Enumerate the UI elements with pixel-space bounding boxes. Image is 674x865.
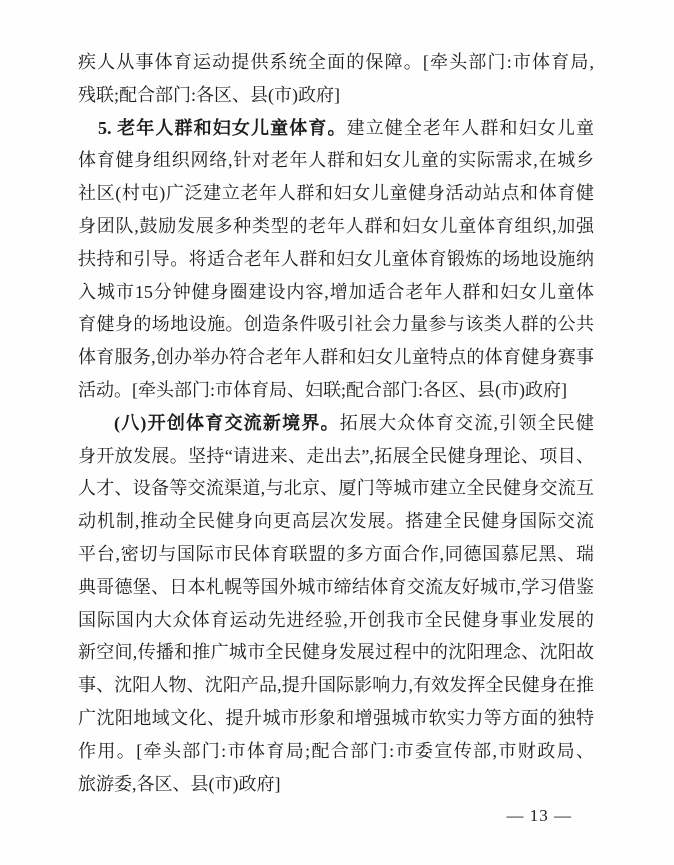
text-line bbox=[78, 210, 594, 243]
text-line bbox=[78, 276, 594, 309]
text-segment: 残联;配合部门:各区、县(市)政府] bbox=[78, 84, 340, 105]
page-number: — 13 — bbox=[506, 806, 572, 826]
text-segment: 事、沈阳人物、沈阳产品,提升国际影响力,有效发挥全民健身在推 bbox=[78, 675, 594, 696]
text-line bbox=[78, 702, 594, 735]
text-line bbox=[78, 144, 594, 177]
text-segment: 疾人从事体育运动提供系统全面的保障。[牵头部门:市体育局, bbox=[78, 52, 594, 72]
text-line bbox=[78, 177, 594, 210]
text-segment: 建立健全老年人群和妇女儿童 bbox=[346, 117, 595, 138]
text-segment: 人才、设备等交流渠道,与北京、厦门等城市建立全民健身交流互 bbox=[78, 478, 594, 499]
text-segment: 广沈阳地域文化、提升城市形象和增强城市软实力等方面的独特 bbox=[78, 707, 594, 728]
text-line bbox=[78, 735, 594, 768]
text-segment: 动机制,推动全民健身向更高层次发展。搭建全民健身国际交流 bbox=[78, 511, 594, 532]
text-segment: 体育服务,创办举办符合老年人群和妇女儿童特点的体育健身赛事 bbox=[78, 347, 594, 368]
text-segment: 典哥德堡、日本札幌等国外城市缔结体育交流友好城市,学习借鉴 bbox=[78, 576, 594, 597]
heading-run-in: 5. 老年人群和妇女儿童体育。 bbox=[98, 117, 347, 138]
text-segment: 扶持和引导。将适合老年人群和妇女儿童体育锻炼的场地设施纳 bbox=[78, 248, 594, 269]
text-segment: 育健身的场地设施。创造条件吸引社会力量参与该类人群的公共 bbox=[78, 314, 594, 335]
text-segment: 旅游委,各区、县(市)政府] bbox=[78, 773, 281, 794]
text-line bbox=[78, 407, 594, 440]
text-segment: 体育健身组织网络,针对老年人群和妇女儿童的实际需求,在城乡 bbox=[78, 150, 594, 171]
text-line bbox=[78, 505, 594, 538]
text-segment: 作用。[牵头部门:市体育局;配合部门:市委宣传部,市财政局、 bbox=[78, 740, 594, 761]
text-line bbox=[78, 571, 594, 604]
heading-run-in: (八)开创体育交流新境界。 bbox=[114, 412, 340, 433]
text-segment: 身开放发展。坚持“请进来、走出去”,拓展全民健身理论、项目、 bbox=[78, 445, 594, 466]
text-line bbox=[78, 669, 594, 702]
text-segment: 国际国内大众体育运动先进经验,开创我市全民健身事业发展的 bbox=[78, 609, 594, 630]
text-line bbox=[78, 308, 594, 341]
text-segment: 拓展大众体育交流,引领全民健 bbox=[339, 412, 594, 433]
text-segment: 活动。[牵头部门:市体育局、妇联;配合部门:各区、县(市)政府] bbox=[78, 379, 567, 400]
text-line bbox=[78, 768, 594, 801]
text-line bbox=[78, 472, 594, 505]
text-line bbox=[78, 440, 594, 473]
text-line bbox=[78, 112, 594, 145]
text-line bbox=[78, 243, 594, 276]
text-segment: 入城市15分钟健身圈建设内容,增加适合老年人群和妇女儿童体 bbox=[78, 281, 594, 302]
text-line bbox=[78, 79, 594, 112]
text-line bbox=[78, 538, 594, 571]
text-line bbox=[78, 341, 594, 374]
text-segment: 新空间,传播和推广城市全民健身发展过程中的沈阳理念、沈阳故 bbox=[78, 642, 594, 663]
text-line bbox=[78, 636, 594, 669]
text-segment: 社区(村屯)广泛建立老年人群和妇女儿童健身活动站点和体育健 bbox=[78, 183, 594, 204]
text-segment: 平台,密切与国际市民体育联盟的多方面合作,同德国慕尼黑、瑞 bbox=[78, 543, 594, 564]
text-line bbox=[78, 46, 594, 79]
text-segment: 身团队,鼓励发展多种类型的老年人群和妇女儿童体育组织,加强 bbox=[78, 215, 594, 236]
text-line bbox=[78, 374, 594, 407]
text-line bbox=[78, 604, 594, 637]
